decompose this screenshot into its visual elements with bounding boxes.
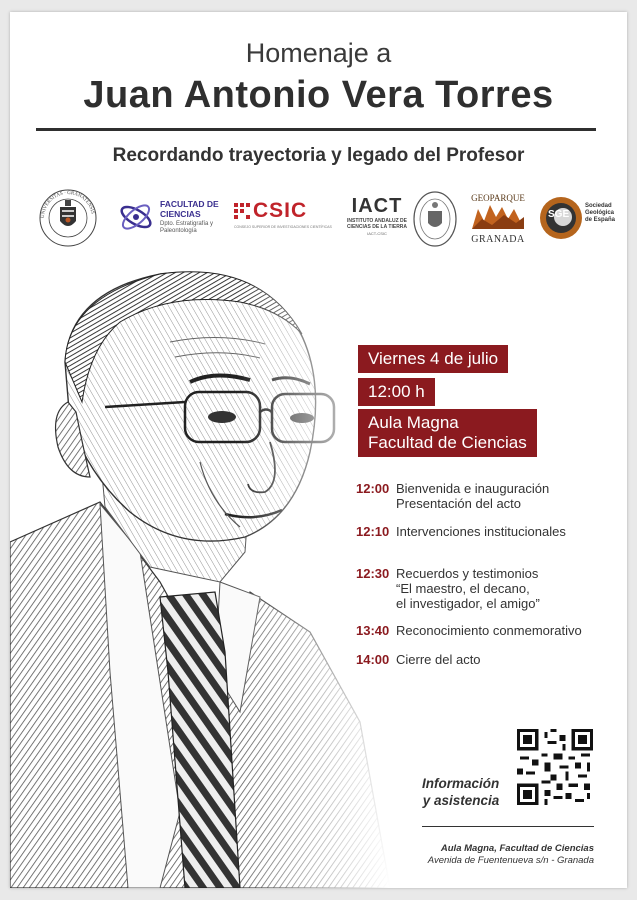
agenda-text: “El maestro, el decano, (396, 581, 530, 596)
agenda-text: Recuerdos y testimonios (396, 566, 539, 581)
agenda-time: 14:00 (356, 652, 390, 667)
ugr-ring-text: UNIVERSITAS · GRANATENSIS (40, 190, 95, 219)
csic-subtitle: CONSEJO SUPERIOR DE INVESTIGACIONES CIENTÍFICAS (234, 225, 332, 229)
venue-address-line2: Avenida de Fuentenueva s/n - Granada (427, 855, 594, 866)
qr-code[interactable] (517, 729, 593, 805)
csic-logo (234, 199, 332, 241)
ciencias-logo (118, 199, 218, 244)
subtitle: Recordando trayectoria y legado del Profesor (112, 145, 525, 166)
sge-wordmark: SGE (548, 209, 570, 220)
iact-subtitle: INSTITUTO ANDALUZ DE CIENCIAS DE LA TIERRA (346, 218, 408, 230)
agenda-time: 13:40 (356, 623, 390, 638)
geoparque-logo (468, 193, 528, 249)
agenda-text: Intervenciones institucionales (396, 524, 566, 539)
info-attendance-label (422, 775, 499, 809)
csic-grid-icon (234, 203, 250, 221)
logos-row (38, 187, 616, 252)
ilustre-colegio-seal-logo (412, 189, 458, 249)
agenda-text: Reconocimiento conmemorativo (396, 623, 582, 638)
honoree-name: Juan Antonio Vera Torres (83, 74, 554, 116)
ciencias-subtitle: Dpto. Estratigrafía y Paleontología (160, 221, 214, 234)
info-label-line1: Información (422, 776, 500, 791)
title-line1: Homenaje a (245, 38, 392, 68)
event-venue-badge (358, 409, 537, 457)
venue-address-line1: Aula Magna, Facultad de Ciencias (440, 843, 594, 854)
ciencias-title: FACULTAD DE CIENCIAS (160, 199, 219, 219)
agenda-text: el investigador, el amigo” (396, 596, 540, 611)
svg-text:UNIVERSITAS · GRANATENSIS (41, 191, 95, 218)
portrait-illustration (10, 252, 390, 888)
venue-line1: Aula Magna (368, 413, 459, 432)
footer-divider (422, 826, 594, 827)
agenda-text: Cierre del acto (396, 652, 481, 667)
sge-subtitle: Sociedad Geológica de España (585, 203, 616, 223)
event-time-badge: 12:00 h (358, 378, 435, 406)
venue-line2: Facultad de Ciencias (368, 433, 527, 452)
title-divider (36, 128, 596, 131)
ciencias-atom-icon (118, 199, 154, 235)
info-label-line2: y asistencia (422, 793, 500, 808)
geoparque-landscape-icon (472, 203, 524, 229)
venue-address (428, 843, 594, 867)
agenda-text: Bienvenida e inauguración (396, 481, 550, 496)
sge-logo (538, 195, 616, 245)
agenda-time: 12:00 (356, 481, 390, 496)
ugr-seal-logo (38, 187, 98, 249)
geoparque-top-text: GEOPARQUE (471, 193, 525, 203)
csic-wordmark: CSIC (253, 199, 308, 222)
iact-subtitle2: IACT-CSIC (367, 231, 387, 236)
iact-logo (338, 195, 416, 245)
agenda-time: 12:10 (356, 524, 390, 539)
geoparque-bottom-text: GRANADA (471, 234, 525, 245)
agenda-text: Presentación del acto (396, 496, 522, 511)
iact-wordmark: IACT (351, 195, 403, 217)
event-date-badge: Viernes 4 de julio (358, 345, 508, 373)
agenda-time: 12:30 (356, 566, 390, 581)
poster (10, 12, 627, 888)
